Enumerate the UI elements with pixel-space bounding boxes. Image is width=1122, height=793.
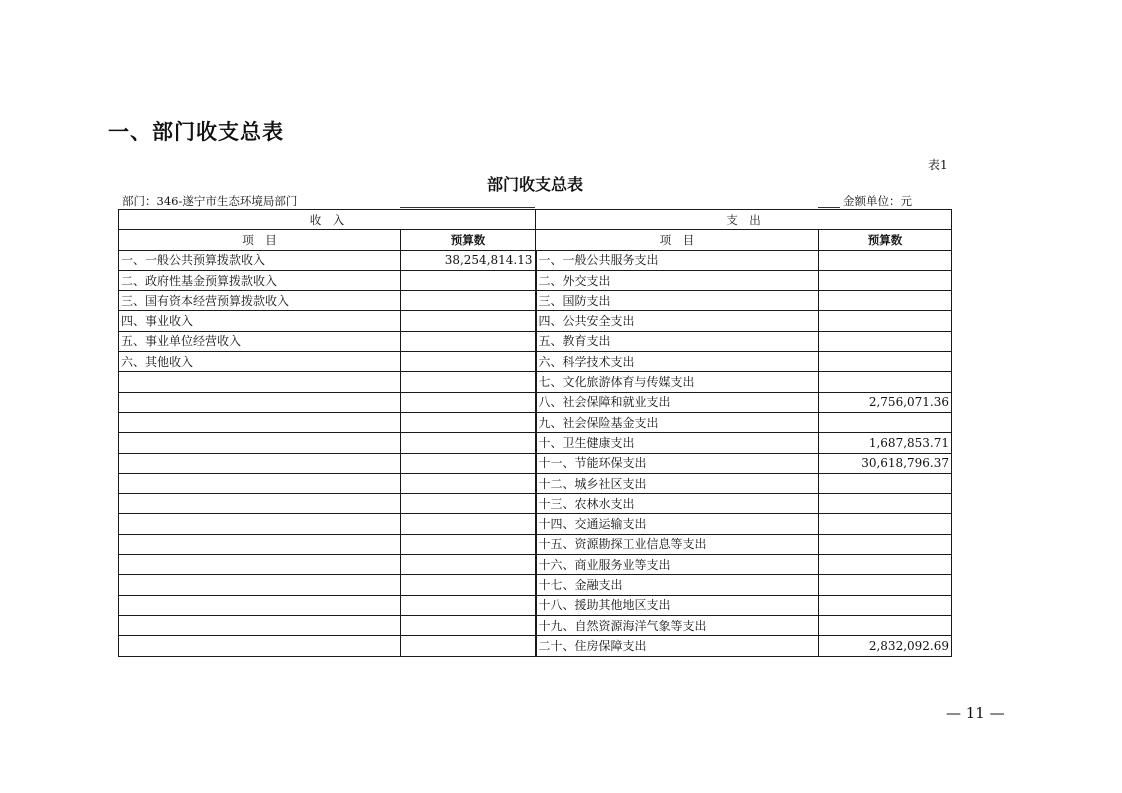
income-amount-cell: [401, 453, 536, 473]
income-amount-cell: [401, 555, 536, 575]
expense-amount-cell: [819, 372, 952, 392]
income-item-cell: 二、政府性基金预算拨款收入: [119, 270, 401, 290]
income-amount-cell: [401, 291, 536, 311]
table-subheader-row: [119, 230, 952, 250]
income-item-cell: [119, 555, 401, 575]
expense-amount-cell: [819, 494, 952, 514]
table-row: [119, 615, 952, 635]
meta-underline: [400, 207, 535, 208]
income-item-cell: [119, 494, 401, 514]
expense-item-cell: 十三、农林水支出: [536, 494, 819, 514]
expense-item-cell: 一、一般公共服务支出: [536, 250, 819, 270]
income-item-cell: 五、事业单位经营收入: [119, 331, 401, 351]
table-row: [119, 270, 952, 290]
expense-amount-cell: 2,832,092.69: [819, 636, 952, 656]
table-row: [119, 331, 952, 351]
table-row: [119, 534, 952, 554]
income-item-cell: [119, 372, 401, 392]
expense-item-cell: 四、公共安全支出: [536, 311, 819, 331]
table-row: [119, 636, 952, 656]
income-amount-cell: [401, 494, 536, 514]
expense-amount-cell: 1,687,853.71: [819, 433, 952, 453]
income-item-cell: 一、一般公共预算拨款收入: [119, 250, 401, 270]
income-item-cell: [119, 615, 401, 635]
expense-item-cell: 十、卫生健康支出: [536, 433, 819, 453]
income-item-cell: [119, 514, 401, 534]
expense-budget-header: 预算数: [819, 230, 952, 250]
income-amount-cell: [401, 311, 536, 331]
income-amount-cell: [401, 372, 536, 392]
income-amount-cell: [401, 595, 536, 615]
income-item-cell: [119, 595, 401, 615]
table-row: [119, 453, 952, 473]
section-heading: 一、部门收支总表: [108, 120, 284, 144]
page-number: — 11 —: [946, 704, 1005, 722]
expense-amount-cell: [819, 270, 952, 290]
income-item-cell: [119, 412, 401, 432]
expense-amount-cell: 2,756,071.36: [819, 392, 952, 412]
expense-item-cell: 十九、自然资源海洋气象等支出: [536, 615, 819, 635]
income-amount-cell: [401, 514, 536, 534]
expense-item-cell: 八、社会保障和就业支出: [536, 392, 819, 412]
expense-amount-cell: [819, 352, 952, 372]
income-item-cell: [119, 453, 401, 473]
expense-amount-cell: [819, 331, 952, 351]
expense-amount-cell: [819, 555, 952, 575]
table-row: [119, 392, 952, 412]
income-amount-cell: [401, 534, 536, 554]
expense-item-cell: 十一、节能环保支出: [536, 453, 819, 473]
income-amount-cell: [401, 392, 536, 412]
expense-item-cell: 五、教育支出: [536, 331, 819, 351]
expense-item-cell: 十六、商业服务业等支出: [536, 555, 819, 575]
income-budget-header: 预算数: [401, 230, 536, 250]
expense-amount-cell: [819, 534, 952, 554]
table-title: 部门收支总表: [486, 175, 583, 194]
table-row: [119, 494, 952, 514]
expense-item-cell: 十二、城乡社区支出: [536, 473, 819, 493]
income-amount-cell: [401, 615, 536, 635]
expense-item-cell: 三、国防支出: [536, 291, 819, 311]
expense-item-cell: 二十、住房保障支出: [536, 636, 819, 656]
income-item-header: 项 目: [119, 230, 401, 250]
income-amount-cell: [401, 352, 536, 372]
table-row: [119, 291, 952, 311]
income-amount-cell: [401, 473, 536, 493]
table-row: [119, 352, 952, 372]
income-item-cell: 四、事业收入: [119, 311, 401, 331]
table-row: [119, 372, 952, 392]
income-item-cell: 六、其他收入: [119, 352, 401, 372]
income-header: 收 入: [119, 210, 536, 230]
expense-amount-cell: [819, 595, 952, 615]
income-amount-cell: [401, 433, 536, 453]
income-amount-cell: 38,254,814.13: [401, 250, 536, 270]
income-item-cell: [119, 534, 401, 554]
table-row: [119, 575, 952, 595]
expense-item-cell: 六、科学技术支出: [536, 352, 819, 372]
expense-header: 支 出: [536, 210, 952, 230]
expense-amount-cell: [819, 412, 952, 432]
expense-amount-cell: [819, 514, 952, 534]
income-item-cell: [119, 575, 401, 595]
income-amount-cell: [401, 270, 536, 290]
table-row: [119, 514, 952, 534]
income-amount-cell: [401, 412, 536, 432]
table-header-row: [119, 210, 952, 230]
table-row: [119, 595, 952, 615]
amount-unit-label: 金额单位：元: [843, 194, 912, 208]
table-row: [119, 555, 952, 575]
expense-item-cell: 十七、金融支出: [536, 575, 819, 595]
table-row: [119, 250, 952, 270]
income-item-cell: [119, 392, 401, 412]
expense-amount-cell: [819, 291, 952, 311]
expense-amount-cell: 30,618,796.37: [819, 453, 952, 473]
expense-item-cell: 十八、援助其他地区支出: [536, 595, 819, 615]
table-row: [119, 473, 952, 493]
expense-amount-cell: [819, 311, 952, 331]
department-label: 部门：346-遂宁市生态环境局部门: [122, 194, 298, 208]
table-row: [119, 311, 952, 331]
table-row: [119, 412, 952, 432]
expense-item-cell: 十五、资源勘探工业信息等支出: [536, 534, 819, 554]
income-item-cell: [119, 433, 401, 453]
table-row: [119, 433, 952, 453]
expense-item-header: 项 目: [536, 230, 819, 250]
expense-item-cell: 十四、交通运输支出: [536, 514, 819, 534]
expense-amount-cell: [819, 250, 952, 270]
income-item-cell: [119, 636, 401, 656]
income-amount-cell: [401, 575, 536, 595]
meta-underline: [818, 207, 840, 208]
expense-amount-cell: [819, 615, 952, 635]
income-item-cell: [119, 473, 401, 493]
budget-summary-table: [118, 209, 952, 657]
expense-amount-cell: [819, 575, 952, 595]
table-number: 表1: [928, 158, 948, 172]
income-item-cell: 三、国有资本经营预算拨款收入: [119, 291, 401, 311]
income-amount-cell: [401, 636, 536, 656]
expense-amount-cell: [819, 473, 952, 493]
expense-item-cell: 二、外交支出: [536, 270, 819, 290]
expense-item-cell: 九、社会保险基金支出: [536, 412, 819, 432]
expense-item-cell: 七、文化旅游体育与传媒支出: [536, 372, 819, 392]
income-amount-cell: [401, 331, 536, 351]
